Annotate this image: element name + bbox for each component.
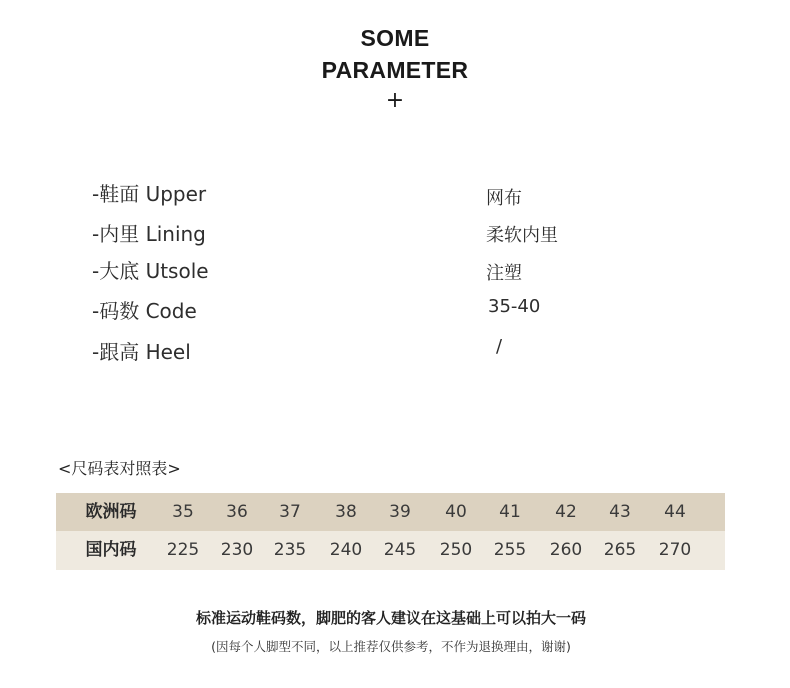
size-cell-cn: 245: [383, 540, 417, 560]
size-cell-eu: 41: [499, 502, 521, 522]
size-cell-eu: 36: [226, 502, 248, 522]
param-value-outsole: 注塑: [486, 263, 522, 284]
size-cell-cn: 270: [658, 540, 692, 560]
param-label-lining: -内里 Lining: [92, 222, 206, 246]
size-cell-eu: 35: [172, 502, 194, 522]
size-cell-eu: 43: [609, 502, 631, 522]
size-cell-cn: 230: [220, 540, 254, 560]
param-value-upper: 网布: [486, 188, 522, 209]
param-label-heel: -跟高 Heel: [92, 340, 191, 364]
size-cell-cn: 240: [329, 540, 363, 560]
param-value-heel: /: [496, 336, 503, 357]
param-label-code: -码数 Code: [92, 299, 197, 323]
size-cell-eu: 44: [664, 502, 686, 522]
size-table: [56, 493, 725, 570]
size-cell-eu: 39: [389, 502, 411, 522]
size-row-eu: [56, 493, 725, 531]
size-row-eu-label: 欧洲码: [85, 502, 137, 522]
size-cell-eu: 42: [555, 502, 577, 522]
size-cell-cn: 255: [493, 540, 527, 560]
size-row-cn: [56, 531, 725, 570]
size-cell-eu: 40: [445, 502, 467, 522]
size-chart-title: <尺码表对照表>: [58, 459, 181, 478]
param-label-outsole: -大底 Utsole: [92, 259, 209, 283]
plus-icon: +: [385, 88, 405, 113]
size-cell-cn: 265: [603, 540, 637, 560]
size-cell-cn: 225: [166, 540, 200, 560]
header-line-1: SOME: [360, 25, 430, 51]
size-cell-eu: 38: [335, 502, 357, 522]
param-value-lining: 柔软内里: [486, 225, 558, 246]
size-cell-cn: 250: [439, 540, 473, 560]
size-disclaimer-note: (因每个人脚型不同，以上推荐仅供参考，不作为退换理由，谢谢): [211, 639, 571, 654]
param-label-upper: -鞋面 Upper: [92, 182, 207, 206]
size-cell-cn: 260: [549, 540, 583, 560]
size-cell-cn: 235: [273, 540, 307, 560]
header-line-2: PARAMETER: [321, 57, 469, 83]
size-cell-eu: 37: [279, 502, 301, 522]
size-advice-note: 标准运动鞋码数，脚肥的客人建议在这基础上可以拍大一码: [195, 609, 586, 627]
param-value-code: 35-40: [488, 296, 541, 317]
size-row-cn-label: 国内码: [85, 540, 137, 560]
